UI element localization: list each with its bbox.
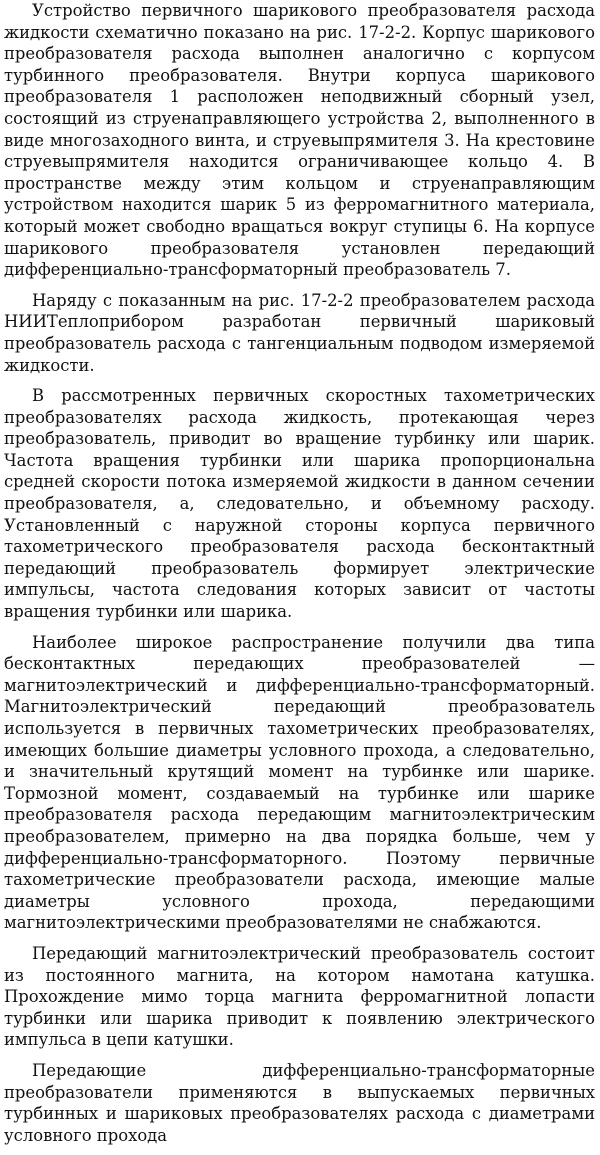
paragraph-niiteplopribor-converter: Наряду с показанным на рис. 17-2-2 преобразователем расхода НИИТеплоприбором разработан первичный шариковый преобразователь расхода с тангенциальным подводом измеряемой жидкости. (4, 290, 595, 375)
paragraph-differential-transformer-transmitter: Передающие дифференциально-трансформаторные преобразователи применяются в выпускаемых первичных турбинных и шариковых преобразователях расхода с диаметрами условного прохода (4, 1060, 595, 1145)
paragraph-tachometric-principle: В рассмотренных первичных скоростных тахометрических преобразователях расхода жидкость, протекающая через преобразователь, приводит во вращение турбинку или шарик. Частота вращения турбинки или шарика пропорциональна средней скорости потока измеряемой жидкости в данном сечении преобразователя, а, следовательно, и объемному расходу. Установленный с наружной стороны корпуса первичного тахометрического преобразователя расхода бесконтактный передающий преобразователь формирует электрические импульсы, частота следования которых зависит от частоты вращения турбинки или шарика. (4, 386, 595, 622)
paragraph-transmitter-types: Наиболее широкое распространение получили два типа бесконтактных передающих преобразователей — магнитоэлектрический и дифференциально-трансформаторный. Магнитоэлектрический передающий преобразователь используется в первичных тахометрических преобразователях, имеющих большие диаметры условного прохода, а следовательно, и значительный крутящий момент на турбинке или шарике. Тормозной момент, создаваемый на турбинке или шарике преобразователя расхода передающим магнитоэлектрическим преобразователем, примерно на два порядка больше, чем у дифференциально-трансформаторного. Поэтому первичные тахометрические преобразователи расхода, имеющие малые диаметры условного прохода, передающими магнитоэлектрическими преобразователями не снабжаются. (4, 632, 595, 933)
paragraph-ball-converter-design: Устройство первичного шарикового преобразователя расхода жидкости схематично показано на рис. 17-2-2. Корпус шарикового преобразователя расхода выполнен аналогично с корпусом турбинного преобразователя. Внутри корпуса шарикового преобразователя 1 расположен неподвижный сборный узел, состоящий из струенаправляющего устройства 2, выполненного в виде многозаходного винта, и струевыпрямителя 3. На крестовине струевыпрямителя находится ограничивающее кольцо 4. В пространстве между этим кольцом и струенаправляющим устройством находится шарик 5 из ферромагнитного материала, который может свободно вращаться вокруг ступицы 6. На корпусе шарикового преобразователя установлен передающий дифференциально-трансформаторный преобразователь 7. (4, 1, 595, 280)
document-page (4, 0, 595, 1155)
paragraph-magnetoelectric-transmitter: Передающий магнитоэлектрический преобразователь состоит из постоянного магнита, на котором намотана катушка. Прохождение мимо торца магнита ферромагнитной лопасти турбинки или шарика приводит к появлению электрического импульса в цепи катушки. (4, 943, 595, 1050)
